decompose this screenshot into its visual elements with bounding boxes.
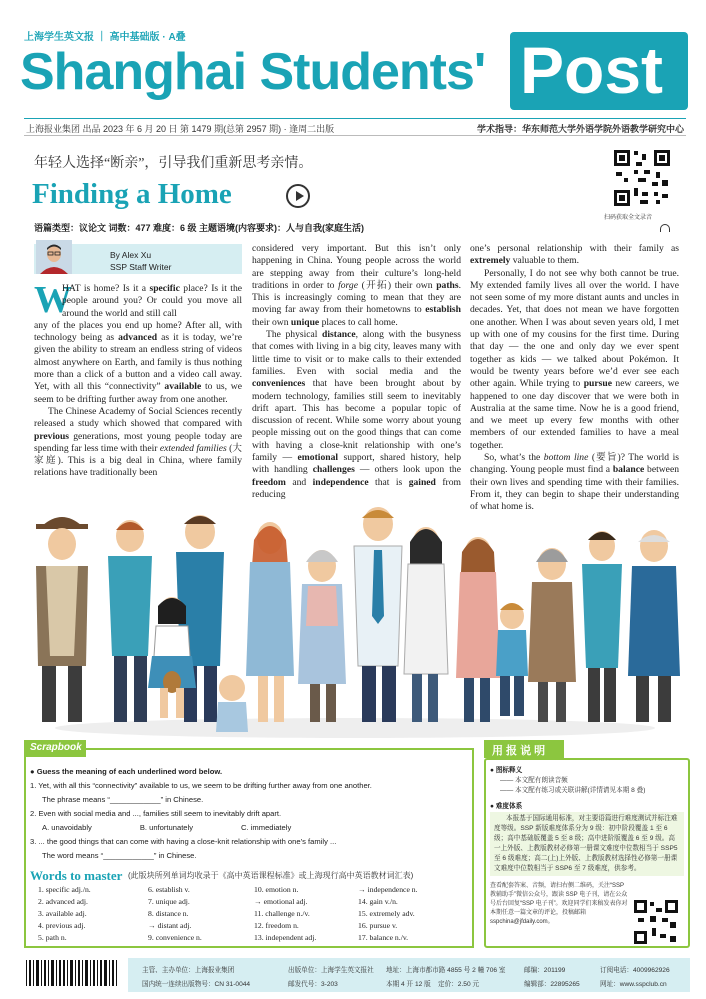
figure-grandma xyxy=(298,550,346,722)
figure-baby xyxy=(216,675,248,732)
qr-code-icon xyxy=(632,898,680,946)
word-item: 10. emotion n. xyxy=(254,885,299,894)
article-column-3: one’s personal relationship with their family as extremely valuable to them. Personally, I do not see why both cannot be true. My extended family lives all over the world. I have not seen some of my more distant aunts and uncles in decades. Yet, that does not mean we have forgotten one another. When I was about seven years old, I met up with one of my cousins for the first time. During that day — the one and only day we ever spent together as kids — we talked about Pokémon. It would be twenty years before we’d ever see each other again. While trying to pursue new careers, we happened to one day discover that we were both in Australia at the same time. Now he is a good friend, and we meet up every few months with other members of our extended families to have a meal together. So, what’s the bottom line (要旨)? The world is changing. Young people must find a balance between their own lives and spending time with their families. From it, they can begin to shape their understanding of what home is. xyxy=(470,243,680,513)
figure-man-tie xyxy=(354,507,402,722)
word-item: 14. gain v./n. xyxy=(358,897,398,906)
academic-guidance: 学术指导：华东师范大学外语学院外语教学研究中心 xyxy=(476,124,684,134)
qr-code-icon xyxy=(612,148,672,208)
qr-caption: 扫码获取全文录音 xyxy=(604,215,653,221)
words-column-4 xyxy=(358,884,418,944)
word-item: 4. previous adj. xyxy=(38,921,86,930)
word-item: 17. balance n./v. xyxy=(358,933,409,942)
family-illustration xyxy=(22,506,688,742)
usage-audio-note: —— 本文配有朗读音频 xyxy=(500,777,568,784)
usage-heading-difficulty: ● 难度体系 xyxy=(490,803,523,810)
word-item: 5. path n. xyxy=(38,933,67,942)
figure-grandpa-hat xyxy=(36,517,88,722)
article-kicker: 年轻人选择“断亲”，引导我们重新思考亲情。 xyxy=(34,156,313,171)
footer-price: 定价：2.50 元 xyxy=(438,981,480,988)
footer-zip: 邮编：201199 xyxy=(524,967,566,974)
option-c: C. immediately xyxy=(241,823,292,832)
post-logo-text: Post xyxy=(520,33,664,107)
footer-address: 地址：上海市都市路 4855 号 2 幢 706 室 xyxy=(386,967,506,974)
byline-author: By Alex Xu xyxy=(110,250,152,260)
article-headline: Finding a Home xyxy=(32,178,232,210)
figure-boy xyxy=(496,603,528,716)
footer-postcode: 邮发代号：3-203 xyxy=(288,981,338,988)
footer-subscribe: 订阅电话：4009962926 xyxy=(600,967,670,974)
masthead-title: Shanghai Students' xyxy=(20,43,486,101)
word-item: 7. unique adj. xyxy=(148,897,190,906)
footer-website[interactable]: 网址：www.sspclub.cn xyxy=(600,981,667,988)
footer-format: 本期 4 开 12 版 xyxy=(386,981,431,988)
usage-heading-icons: ● 图标释义 xyxy=(490,767,523,774)
question-1-blank: The phrase means “____________” in Chinese. xyxy=(42,795,204,804)
word-item: 13. independent adj. xyxy=(254,933,317,942)
figure-woman-brown xyxy=(456,537,500,722)
audio-play-icon[interactable] xyxy=(286,184,310,208)
article-column-1: HAT is home? Is it a specific place? Is it the people around you? Or could you move all around the world and still call any of the places you end up home? After all, with technology being as advanced as it is today, we’re given the ability to stream an endless string of videos almost anywhere on Earth, and family is thus nothing more than a click of a button and a video call away. Yet, with all this “connectivity” available to us, we seem to be drifting further away from one another. The Chinese Academy of Social Sciences recently released a study which showed that compared with previous generations, most young people today are spending far less time with their extended families (大家庭). This is a big deal in China, where family relations have traditionally been xyxy=(34,283,243,479)
option-a: A. unavoidably xyxy=(42,823,92,832)
usage-difficulty-text: 本报基于国际通用标准，对主要语篇进行难度测试并标注难度等级。SSP 新版难度体系分为 9 级：初中阶段覆盖 1 至 6 级；高中基础版覆盖 5 至 8 级；高中进阶版覆盖 6 至 9 级。高一上外版、上教版教材必修第一册课文难度中位数相当于 SSP5 至 6 级难度；高二(上)上外版、上教版教材选择性必修第一册课文难度中位数相当于 SSP6 至 7 级难度，供参考。 xyxy=(490,812,684,876)
figure-woman-dark xyxy=(404,527,448,722)
word-item: 6. establish v. xyxy=(148,885,190,894)
scrapbook-instruction: ● Guess the meaning of each underlined word below. xyxy=(30,767,223,776)
drop-cap: W xyxy=(34,279,72,321)
question-3: 3. ... the good things that can come with having a close-knit relationship with one’s family ... xyxy=(30,837,337,846)
figure-grandpa-right xyxy=(628,530,680,722)
footer-editorial: 编辑部：22895265 xyxy=(524,981,580,988)
article-column-2: considered very important. But this isn’t only happening in China. Young people across the world are stepping away from their culture’s long-held traditions in order to forge (开拓) their own paths. This is increasingly coming to mean that they are moving far away from their hometowns to establish their own unique places to call home. The physical distance, along with the busyness that comes with living in a big city, leaves many with little time to visit or to make calls to their extended families. Even with social media and the conveniences that have been brought about by modern technology, families still seem to inevitably drift apart. This has become a popular topic of discussion of recent. While some worry about young people missing out on the good things that can come with having a close-knit relationship with one’s family — emotional support, shared history, help with handling challenges — others look upon the freedom and independence that is gained from reducing xyxy=(252,243,462,500)
word-item: → distant adj. xyxy=(148,921,192,930)
headphones-icon xyxy=(660,224,670,232)
words-column-3 xyxy=(254,884,316,944)
word-item: → emotional adj. xyxy=(254,897,308,906)
word-item: → independence n. xyxy=(358,885,418,894)
question-2: 2. Even with social media and ..., families still seem to inevitably drift apart. xyxy=(30,809,282,818)
edition-tag: 上海学生英文报 ｜ 高中基础版 · A叠 xyxy=(24,32,186,43)
word-item: 9. convenience n. xyxy=(148,933,202,942)
word-item: 16. pursue v. xyxy=(358,921,398,930)
question-3-blank: The word means “____________” in Chinese. xyxy=(42,851,197,860)
date-issue: 上海报业集团 出品 2023 年 6 月 20 日 第 1479 期(总第 2957 期) · 逢周二出版 xyxy=(26,124,335,134)
date-bar xyxy=(24,118,686,136)
scrapbook-tab: Scrapbook xyxy=(24,740,86,757)
article-meta: 语篇类型：议论文 词数：477 难度：6 级 主题语境(内容要求)：人与自我(家庭生活) xyxy=(34,223,365,233)
scrapbook-content xyxy=(30,765,470,863)
words-to-master-note: (此版块所列单词均收录于《高中英语课程标准》或上海现行高中英语教材词汇表) xyxy=(128,871,414,880)
question-1: 1. Yet, with all this “connectivity” available to us, we seem to be drifting further away from one another. xyxy=(30,781,372,790)
option-b: B. unfortunately xyxy=(139,823,194,832)
figure-man-teal xyxy=(108,520,152,722)
words-column-2 xyxy=(148,884,202,944)
figure-woman-red xyxy=(246,522,294,722)
author-avatar xyxy=(36,240,72,274)
word-item: 1. specific adj./n. xyxy=(38,885,91,894)
usage-tab: 用 报 说 明 xyxy=(484,740,564,758)
usage-footer-note: 查看配套答案、音频，请扫右侧二维码，关注“SSP 教辅助手”微信公众号，跟读 SSP 电子刊，请在公众号后台回复“SSP 电子刊”。欢迎同学们来稿发表你对本期任意一篇文章的评论，投稿邮箱 sspchina@jfdaily.com。 xyxy=(490,883,628,925)
question-2-options xyxy=(30,821,470,835)
word-item: 15. extremely adv. xyxy=(358,909,415,918)
word-item: 3. available adj. xyxy=(38,909,87,918)
figure-grandma-2 xyxy=(528,548,576,722)
byline-role: SSP Staff Writer xyxy=(110,262,172,272)
footer-publisher: 主管、主办单位：上海报业集团 xyxy=(142,967,235,974)
word-item: 11. challenge n./v. xyxy=(254,909,310,918)
words-to-master-title: Words to master xyxy=(30,868,123,883)
footer-info xyxy=(128,958,690,992)
word-item: 2. advanced adj. xyxy=(38,897,88,906)
footer-cn: 国内统一连续出版物号：CN 31-0044 xyxy=(142,981,251,988)
footer-unit: 出版单位：上海学生英文报社 xyxy=(288,967,374,974)
word-item: 12. freedom n. xyxy=(254,921,299,930)
word-item: 8. distance n. xyxy=(148,909,189,918)
usage-exercise-note: —— 本文配有练习或关联讲解(详情请见本期 8 叠) xyxy=(500,787,646,794)
barcode xyxy=(24,958,122,992)
words-column-1 xyxy=(38,884,91,944)
figure-man-teal-2 xyxy=(582,531,622,722)
